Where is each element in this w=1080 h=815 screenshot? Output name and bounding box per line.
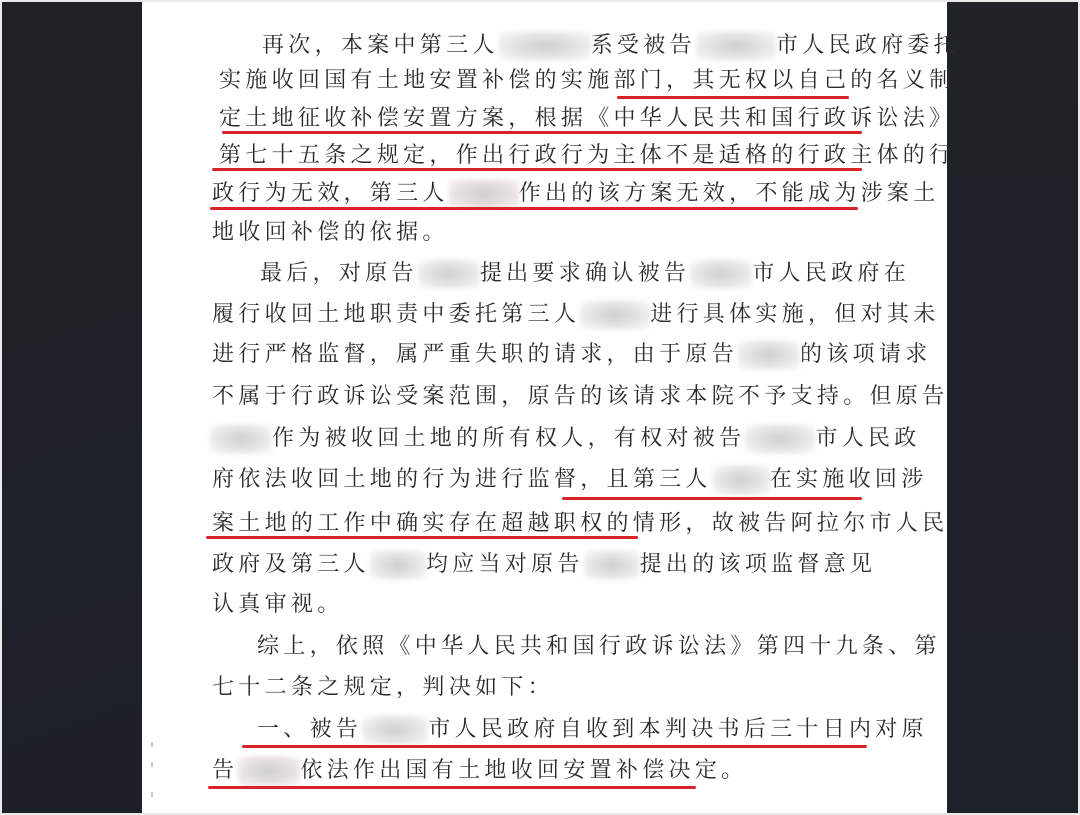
text-segment: 系受被告 (590, 33, 696, 58)
text-line (212, 671, 554, 705)
redacted-name (449, 179, 519, 209)
left-dark-margin (2, 2, 142, 813)
text-segment: 认真审视。 (212, 592, 344, 617)
red-underline (206, 536, 638, 539)
underlined-text: 案土地的工作中确实存在超越职权的情形 (212, 511, 686, 536)
text-segment: 提出的该项监督意见 (639, 552, 877, 577)
text-segment: 最后，对原告 (260, 261, 418, 286)
underlined-text: 依法作出国有土地收回安置补偿决定。 (300, 758, 748, 783)
redacted-name (745, 424, 815, 454)
red-underline (212, 168, 862, 171)
scan-speck (151, 792, 153, 797)
underlined-text: 告 (212, 758, 239, 783)
redacted-name (696, 31, 776, 61)
right-dark-margin (947, 2, 1078, 813)
document-page (142, 2, 961, 813)
text-segment: 提出要求确认被告 (479, 261, 691, 286)
redacted-name (370, 550, 426, 580)
text-segment: 市人民政 (815, 426, 921, 451)
redacted-name (738, 340, 800, 370)
text-line (219, 64, 955, 98)
red-underline (617, 96, 849, 99)
text-segment: 地收回补偿的依据。 (212, 220, 449, 245)
text-line (212, 548, 876, 582)
text-line (212, 754, 747, 788)
text-line (212, 216, 449, 250)
text-line (260, 257, 910, 291)
underlined-text: 在实施收回涉 (769, 467, 928, 492)
text-segment: 进行严格监督，属严重失职的请求，由于原告 (212, 342, 739, 367)
text-line (257, 630, 941, 664)
scan-speck (151, 762, 153, 767)
text-segment: 的该项请求 (800, 342, 932, 367)
red-underline (210, 207, 858, 210)
red-underline (208, 786, 696, 789)
text-segment: 履行收回土地职责中委托第三人 (212, 302, 581, 327)
text-segment: 不属于行政诉讼受案范围，原告的该请求本院不予支持。但原告 (212, 384, 949, 409)
text-segment: 政府及第三人 (212, 552, 370, 577)
text-segment: 七十二条之规定，判决如下： (212, 675, 554, 700)
text-segment: 进行具体实施，但对其未 (650, 302, 940, 327)
text-line (212, 338, 932, 372)
text-line (210, 422, 921, 456)
underlined-text: 其无权以自己的名义制 (692, 68, 956, 93)
text-segment: 作为被收回土地的所有权人，有权对被告 (272, 426, 746, 451)
text-line (257, 713, 928, 747)
text-segment: 均应当对原告 (425, 552, 584, 577)
redacted-name (238, 756, 300, 786)
text-line (212, 298, 940, 332)
scan-speck (151, 742, 153, 747)
underlined-text: 市人民政府自收到本判决书后三十日内对原 (428, 717, 928, 742)
red-underline (562, 497, 862, 500)
redacted-name (499, 31, 591, 61)
underlined-text: 第七十五条之规定，作出行政行为主体不是适格的行政主体的行 (219, 143, 956, 168)
red-underline (242, 745, 867, 748)
red-underline (222, 131, 862, 134)
underlined-text: 一、被告 (257, 717, 363, 742)
text-segment: 实施收回国有土地安置补偿的实施部门， (219, 68, 693, 93)
text-line (212, 177, 940, 211)
text-segment: 市人民政府委托 (775, 33, 961, 58)
redacted-name (712, 465, 770, 495)
underlined-text: 作出的该方案无效，不能成为涉案土 (518, 181, 940, 206)
underlined-text: 且第三人 (606, 467, 712, 492)
redacted-name (580, 300, 650, 330)
text-line (212, 463, 928, 497)
redacted-name (362, 715, 428, 745)
text-segment: 综上，依照《中华人民共和国行政诉讼法》第四十九条、第 (257, 634, 941, 659)
text-segment: 市人民政府在 (752, 261, 911, 286)
text-segment: 再次，本案中第三人 (262, 33, 499, 58)
underlined-text: 政行为无效，第三人 (212, 181, 449, 206)
redacted-name (584, 550, 640, 580)
redacted-name (418, 259, 480, 289)
text-line (212, 588, 344, 622)
text-segment: ，故被告阿拉尔市人民 (685, 511, 949, 536)
text-line (262, 29, 960, 63)
redacted-name (210, 424, 272, 454)
underlined-text: 定土地征收补偿安置方案，根据《中华人民共和国行政诉讼法》 (219, 106, 956, 131)
redacted-name (690, 259, 752, 289)
text-line (212, 380, 948, 414)
text-segment: 府依法收回土地的行为进行监督， (212, 467, 607, 492)
